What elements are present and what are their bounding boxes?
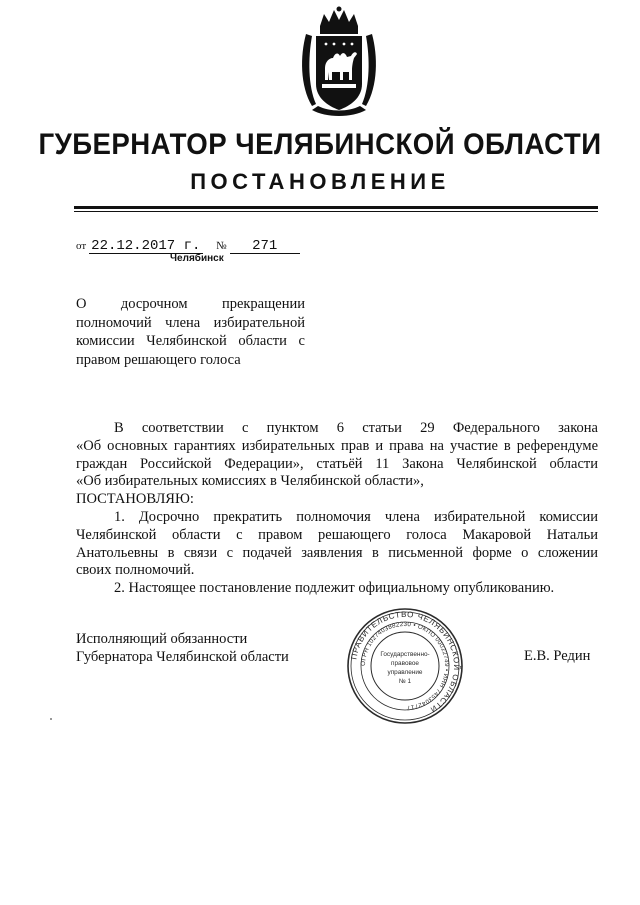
header-divider-thin <box>74 211 598 212</box>
body-line: граждан Российской Федерации», статьёй 11 Закона Челябинской области <box>76 455 598 472</box>
dateline <box>76 238 300 254</box>
document-type-title: ПОСТАНОВЛЕНИЕ <box>190 169 450 194</box>
header-divider-thick <box>74 206 598 209</box>
stamp-center-line: Государственно- <box>380 651 430 658</box>
body-line: «Об основных гарантиях избирательных прав и права на участие в референдуме <box>76 437 598 454</box>
scan-speck <box>50 718 52 720</box>
authority-title: ГУБЕРНАТОР ЧЕЛЯБИНСКОЙ ОБЛАСТИ <box>38 128 602 161</box>
signatory-position <box>76 630 289 666</box>
body-line: своих полномочий. <box>76 562 195 579</box>
stamp-ring-text: ОГРН 1027403882230 • ОКПО 00022749 • ИНН 7453042717 <box>359 620 451 711</box>
decree-date: 22.12.2017 г. <box>89 239 203 254</box>
position-line: Исполняющий обязанности <box>76 631 248 647</box>
body-line: «Об избирательных комиссиях в Челябинской области», <box>76 473 424 490</box>
signatory-name: Е.В. Редин <box>524 648 591 664</box>
body-line: Анатольевны в связи с подачей заявления в письменной форме о сложении <box>76 544 598 561</box>
subject-line: О досрочном прекращении <box>76 296 305 312</box>
resolve-word: ПОСТАНОВЛЯЮ: <box>76 491 194 508</box>
subject-line: полномочий члена избирательной <box>76 314 305 331</box>
date-from-label: от <box>76 240 87 252</box>
item-1 <box>76 509 598 580</box>
number-label: № <box>216 240 227 252</box>
decree-body <box>76 420 598 598</box>
body-line: 1. Досрочно прекратить полномочия члена избирательной комиссии <box>114 508 598 525</box>
stamp-center-line: управление <box>387 669 423 676</box>
body-line: Челябинской области с правом решающего голоса Макаровой Натальи <box>76 526 598 543</box>
subject-line: правом решающего голоса <box>76 351 241 368</box>
official-stamp <box>345 606 465 726</box>
subject-line: комиссии Челябинской области с <box>76 333 305 349</box>
city-label: Челябинск <box>170 253 224 264</box>
decree-subject <box>76 295 305 369</box>
position-line: Губернатора Челябинской области <box>76 649 289 665</box>
stamp-outer-text: ПРАВИТЕЛЬСТВО ЧЕЛЯБИНСКОЙ ОБЛАСТИ <box>349 609 462 715</box>
coat-of-arms-icon <box>296 6 382 122</box>
stamp-center-line: правовое <box>391 660 419 667</box>
decree-number: 271 <box>230 239 300 254</box>
stamp-center-line: № 1 <box>398 678 412 685</box>
item-2: 2. Настоящее постановление подлежит официальному опубликованию. <box>114 580 555 597</box>
body-line: В соответствии с пунктом 6 статьи 29 Федерального закона <box>114 420 598 436</box>
preamble <box>76 420 598 491</box>
